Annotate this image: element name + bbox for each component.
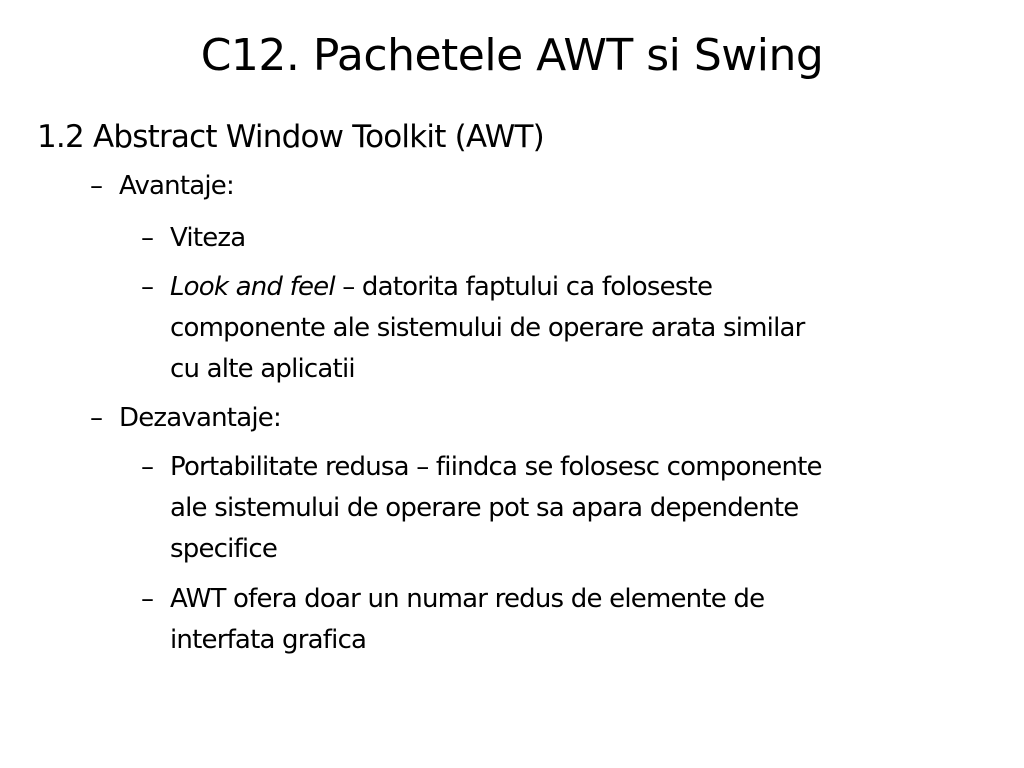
advantage-item-speed: Viteza [170, 223, 246, 253]
bullet-dash: – [141, 584, 154, 614]
disadvantage-portability-line-2: ale sistemului de operare pot sa apara dependente [170, 493, 799, 523]
look-and-feel-text-line-1: – datorita faptului ca foloseste [334, 272, 713, 302]
bullet-dash: – [141, 272, 154, 302]
bullet-dash: – [141, 452, 154, 482]
disadvantage-limited-elements-line-2: interfata grafica [170, 625, 367, 655]
disadvantage-portability-line-1: Portabilitate redusa – fiindca se folosesc componente [170, 452, 822, 482]
disadvantages-label: Dezavantaje: [119, 403, 281, 433]
slide-title: C12. Pachetele AWT si Swing [200, 30, 824, 81]
disadvantage-portability-line-3: specifice [170, 534, 278, 564]
advantages-label: Avantaje: [119, 171, 234, 201]
look-and-feel-text-line-2: componente ale sistemului de operare arata similar [170, 313, 805, 343]
bullet-dash: – [141, 223, 154, 253]
disadvantage-limited-elements-line-1: AWT ofera doar un numar redus de elemente de [170, 584, 765, 614]
look-and-feel-emphasis: Look and feel [170, 272, 335, 302]
bullet-dash: – [90, 171, 103, 201]
section-heading: 1.2 Abstract Window Toolkit (AWT) [37, 119, 544, 155]
look-and-feel-text-line-3: cu alte aplicatii [170, 354, 355, 384]
bullet-dash: – [90, 403, 103, 433]
advantage-item-look-and-feel [170, 267, 712, 307]
